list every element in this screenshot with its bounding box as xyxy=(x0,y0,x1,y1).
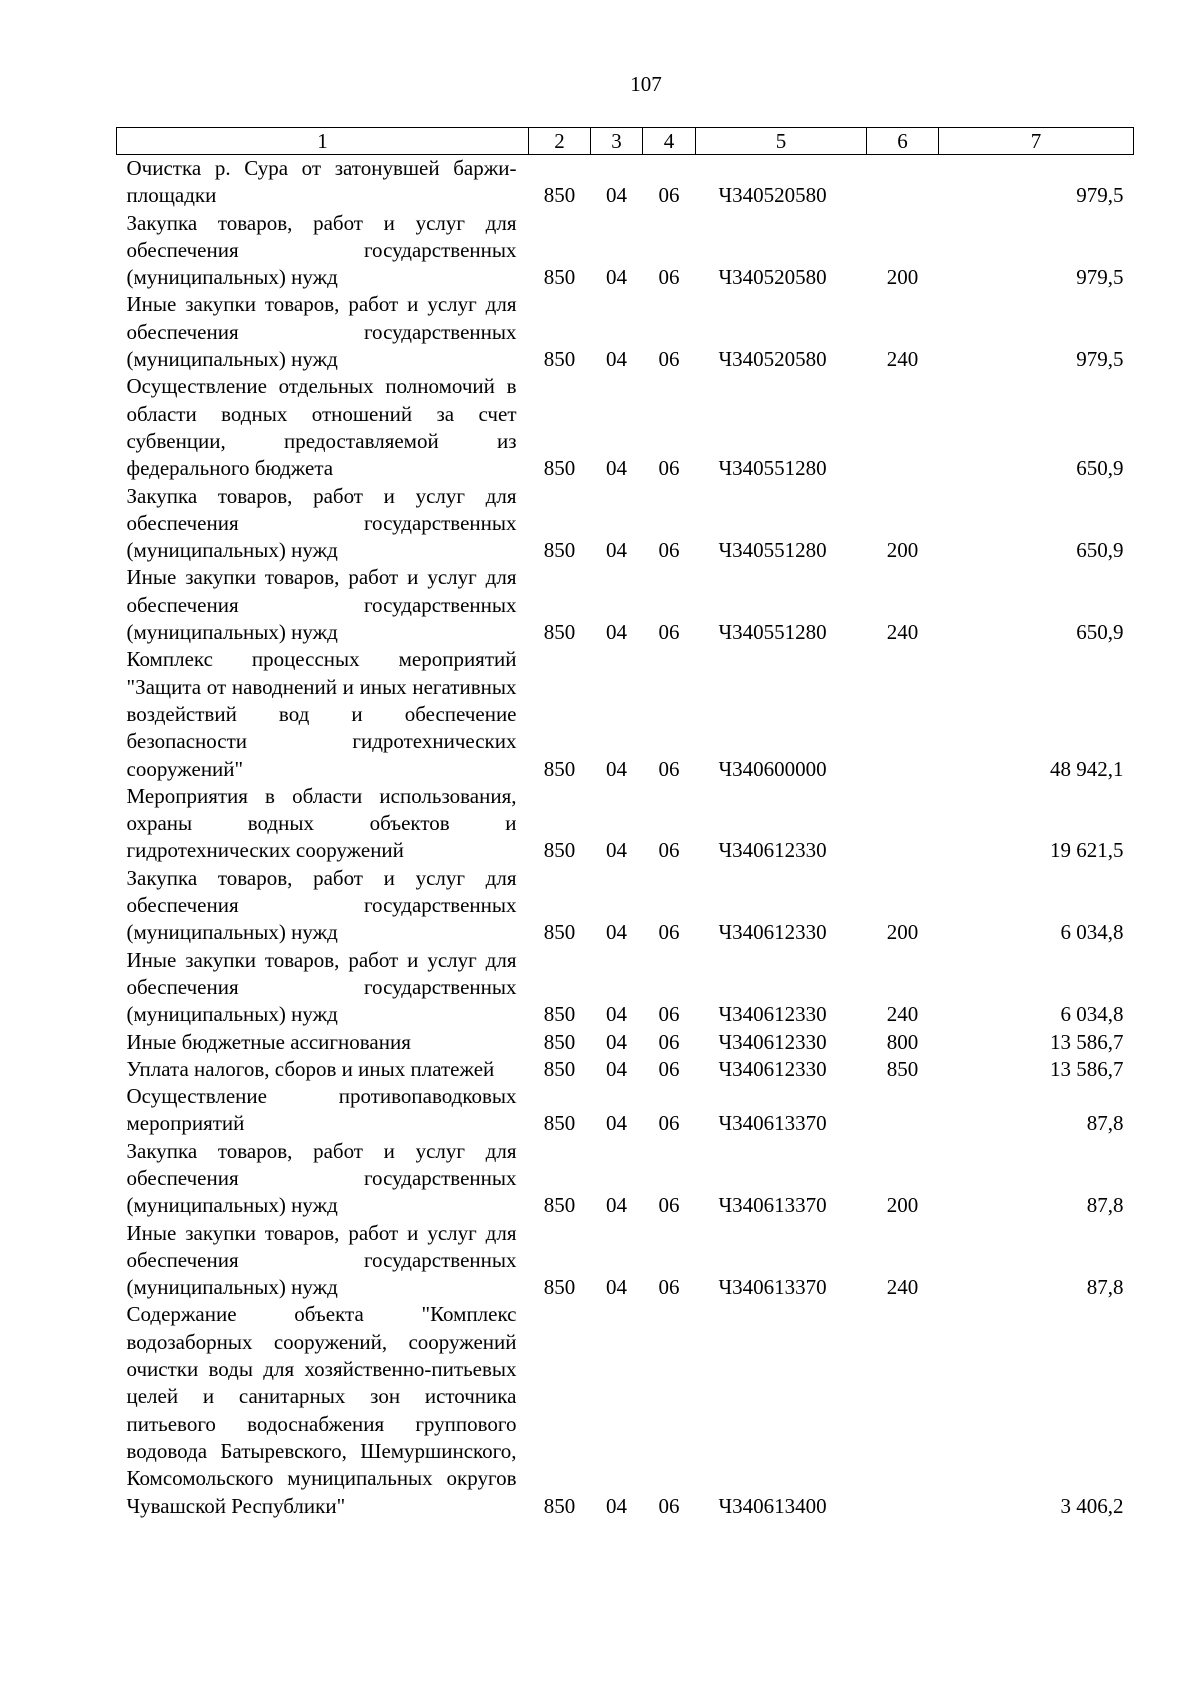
row-vr xyxy=(867,783,939,865)
row-name: Осуществление отдельных полномочий в области водных отношений за счет субвенции, предоставляемой из федерального бюджета xyxy=(126,374,517,481)
row-sum: 13 586,7 xyxy=(1050,1029,1124,1054)
row-csr: Ч340551280 xyxy=(718,456,827,481)
header-col-2: 2 xyxy=(529,128,591,155)
row-rz: 04 xyxy=(606,1111,627,1136)
table-row xyxy=(117,564,1134,646)
row-pr: 06 xyxy=(658,838,680,863)
header-col-1: 1 xyxy=(117,128,529,155)
row-gr: 850 xyxy=(543,1111,576,1136)
table-header xyxy=(117,128,1134,155)
row-pr: 06 xyxy=(658,347,680,372)
row-pr: 06 xyxy=(658,183,680,208)
row-vr: 240 xyxy=(886,347,919,372)
row-gr: 850 xyxy=(543,1002,576,1027)
table-row xyxy=(117,1083,1134,1138)
row-gr: 850 xyxy=(543,756,576,781)
table-row xyxy=(117,783,1134,865)
row-name: Иные закупки товаров, работ и услуг для обеспечения государственных (муниципальных) нужд xyxy=(126,292,517,372)
table-row xyxy=(117,1056,1134,1083)
table-row xyxy=(117,483,1134,565)
row-csr: Ч340612330 xyxy=(718,1056,827,1081)
row-csr: Ч340600000 xyxy=(718,756,827,781)
row-rz: 04 xyxy=(606,183,627,208)
row-name: Комплекс процессных мероприятий "Защита от наводнений и иных негативных воздействий вод и обеспечение безопасности гидротехнических сооружений" xyxy=(126,647,517,781)
row-pr: 06 xyxy=(658,456,680,481)
row-name: Закупка товаров, работ и услуг для обеспечения государственных (муниципальных) нужд xyxy=(126,210,517,290)
row-name: Закупка товаров, работ и услуг для обеспечения государственных (муниципальных) нужд xyxy=(126,1138,517,1218)
row-rz: 04 xyxy=(606,347,627,372)
row-name: Уплата налогов, сборов и иных платежей xyxy=(126,1056,495,1081)
row-gr: 850 xyxy=(543,1275,576,1300)
row-sum: 87,8 xyxy=(1086,1275,1124,1300)
row-name: Мероприятия в области использования, охраны водных объектов и гидротехнических сооружений xyxy=(126,783,517,863)
header-col-4: 4 xyxy=(643,128,696,155)
row-gr: 850 xyxy=(543,183,576,208)
row-vr: 200 xyxy=(886,538,919,563)
header-col-6: 6 xyxy=(867,128,939,155)
row-pr: 06 xyxy=(658,1029,680,1054)
budget-table xyxy=(116,127,1134,1520)
row-sum: 650,9 xyxy=(1076,620,1124,645)
row-gr: 850 xyxy=(543,838,576,863)
row-vr xyxy=(867,1083,939,1138)
row-gr: 850 xyxy=(543,456,576,481)
row-vr: 850 xyxy=(886,1056,919,1081)
row-rz: 04 xyxy=(606,456,627,481)
table-row xyxy=(117,947,1134,1029)
row-gr: 850 xyxy=(543,265,576,290)
row-rz: 04 xyxy=(606,756,627,781)
row-gr: 850 xyxy=(543,1029,576,1054)
row-rz: 04 xyxy=(606,1193,627,1218)
row-pr: 06 xyxy=(658,538,680,563)
row-vr: 240 xyxy=(886,620,919,645)
table-row xyxy=(117,291,1134,373)
table-row xyxy=(117,155,1134,210)
header-row xyxy=(117,128,1134,155)
row-pr: 06 xyxy=(658,756,680,781)
row-rz: 04 xyxy=(606,838,627,863)
row-sum: 48 942,1 xyxy=(1050,756,1124,781)
row-pr: 06 xyxy=(658,1493,680,1518)
row-pr: 06 xyxy=(658,1056,680,1081)
page-number: 107 xyxy=(630,72,662,96)
row-gr: 850 xyxy=(543,1056,576,1081)
row-csr: Ч340551280 xyxy=(718,538,827,563)
row-gr: 850 xyxy=(543,538,576,563)
row-csr: Ч340520580 xyxy=(718,183,827,208)
row-rz: 04 xyxy=(606,265,627,290)
row-vr: 200 xyxy=(886,1193,919,1218)
row-gr: 850 xyxy=(543,920,576,945)
row-name: Иные закупки товаров, работ и услуг для обеспечения государственных (муниципальных) нужд xyxy=(126,1220,517,1300)
table-row xyxy=(117,1220,1134,1302)
row-pr: 06 xyxy=(658,265,680,290)
row-vr xyxy=(867,1301,939,1519)
row-csr: Ч340551280 xyxy=(718,620,827,645)
row-csr: Ч340613370 xyxy=(718,1275,827,1300)
row-sum: 979,5 xyxy=(1076,347,1124,372)
row-csr: Ч340613400 xyxy=(718,1493,827,1518)
table-body xyxy=(117,155,1134,1520)
row-sum: 6 034,8 xyxy=(1060,920,1124,945)
table-row xyxy=(117,1029,1134,1056)
row-rz: 04 xyxy=(606,1029,627,1054)
table-row xyxy=(117,865,1134,947)
table-row xyxy=(117,210,1134,292)
row-gr: 850 xyxy=(543,1493,576,1518)
row-name: Закупка товаров, работ и услуг для обеспечения государственных (муниципальных) нужд xyxy=(126,865,517,945)
header-col-3: 3 xyxy=(591,128,643,155)
row-vr xyxy=(867,155,939,210)
row-name: Осуществление противопаводковых мероприятий xyxy=(126,1084,517,1136)
row-sum: 979,5 xyxy=(1076,183,1124,208)
row-csr: Ч340613370 xyxy=(718,1193,827,1218)
header-col-5: 5 xyxy=(696,128,867,155)
table-row xyxy=(117,373,1134,482)
row-csr: Ч340520580 xyxy=(718,265,827,290)
row-rz: 04 xyxy=(606,920,627,945)
row-rz: 04 xyxy=(606,538,627,563)
row-vr: 800 xyxy=(886,1029,919,1054)
row-pr: 06 xyxy=(658,920,680,945)
row-csr: Ч340613370 xyxy=(718,1111,827,1136)
row-pr: 06 xyxy=(658,1111,680,1136)
row-sum: 87,8 xyxy=(1086,1193,1124,1218)
row-name: Иные закупки товаров, работ и услуг для обеспечения государственных (муниципальных) нужд xyxy=(126,947,517,1027)
row-rz: 04 xyxy=(606,1275,627,1300)
row-sum: 19 621,5 xyxy=(1050,838,1124,863)
row-name: Содержание объекта "Комплекс водозаборных сооружений, сооружений очистки воды для хозяйственно-питьевых целей и санитарных зон источника питьевого водоснабжения группового водовода Батыревского, Шемуршинского, Комсомольского муниципальных округов Чувашской Республики" xyxy=(126,1302,517,1518)
row-name: Иные закупки товаров, работ и услуг для обеспечения государственных (муниципальных) нужд xyxy=(126,565,517,645)
row-sum: 650,9 xyxy=(1076,538,1124,563)
row-vr: 200 xyxy=(886,265,919,290)
row-gr: 850 xyxy=(543,347,576,372)
row-sum: 6 034,8 xyxy=(1060,1002,1124,1027)
row-rz: 04 xyxy=(606,1493,627,1518)
header-col-7: 7 xyxy=(939,128,1134,155)
row-rz: 04 xyxy=(606,1002,627,1027)
row-csr: Ч340612330 xyxy=(718,1002,827,1027)
row-vr xyxy=(867,373,939,482)
row-vr: 240 xyxy=(886,1275,919,1300)
row-vr: 200 xyxy=(886,920,919,945)
row-sum: 87,8 xyxy=(1086,1111,1124,1136)
row-sum: 3 406,2 xyxy=(1060,1493,1124,1518)
row-sum: 650,9 xyxy=(1076,456,1124,481)
row-rz: 04 xyxy=(606,1056,627,1081)
row-pr: 06 xyxy=(658,1002,680,1027)
row-csr: Ч340612330 xyxy=(718,838,827,863)
row-sum: 13 586,7 xyxy=(1050,1056,1124,1081)
row-pr: 06 xyxy=(658,1275,680,1300)
row-csr: Ч340520580 xyxy=(718,347,827,372)
table-row xyxy=(117,1138,1134,1220)
row-csr: Ч340612330 xyxy=(718,920,827,945)
row-vr: 240 xyxy=(886,1002,919,1027)
row-gr: 850 xyxy=(543,620,576,645)
row-pr: 06 xyxy=(658,1193,680,1218)
row-vr xyxy=(867,646,939,782)
row-pr: 06 xyxy=(658,620,680,645)
row-name: Очистка р. Сура от затонувшей баржи-площадки xyxy=(126,156,517,208)
row-name: Закупка товаров, работ и услуг для обеспечения государственных (муниципальных) нужд xyxy=(126,483,517,563)
row-rz: 04 xyxy=(606,620,627,645)
table-row xyxy=(117,646,1134,782)
row-gr: 850 xyxy=(543,1193,576,1218)
row-name: Иные бюджетные ассигнования xyxy=(126,1029,411,1054)
table-row xyxy=(117,1301,1134,1519)
row-sum: 979,5 xyxy=(1076,265,1124,290)
row-csr: Ч340612330 xyxy=(718,1029,827,1054)
